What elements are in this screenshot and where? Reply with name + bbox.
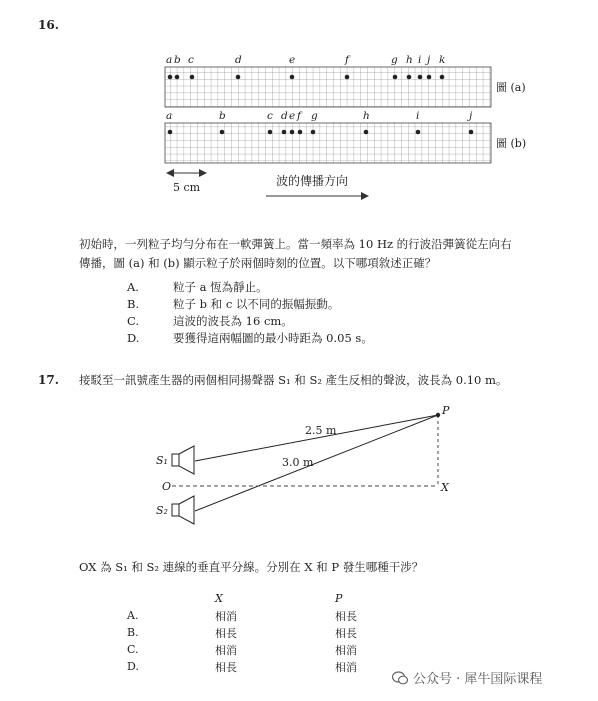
option-p: 相長	[335, 609, 357, 623]
particle-b-f	[298, 130, 303, 135]
option-x: 相長	[215, 660, 237, 674]
q16-stem-line1: 初始時，一列粒子均勻分布在一軟彈簧上。當一頻率為 10 Hz 的行波沿彈簧從左向右	[79, 237, 512, 251]
label-b-f: f	[297, 110, 301, 122]
option-text: 粒子 b 和 c 以不同的振幅振動。	[173, 297, 340, 311]
q17-stem: 接駁至一訊號產生器的兩個相同揚聲器 S₁ 和 S₂ 產生反相的聲波，波長為 0.10 m。	[79, 373, 508, 387]
option-text: 這波的波長為 16 cm。	[173, 314, 293, 328]
option-x: 相消	[215, 609, 237, 623]
label-a-g: g	[391, 54, 398, 66]
q17-option-a[interactable]	[127, 607, 357, 624]
particle-b-a	[168, 130, 173, 135]
particle-a-c	[190, 75, 195, 80]
label-a-j: j	[427, 54, 431, 66]
label-b-j: j	[469, 110, 473, 122]
option-p: 相消	[335, 660, 357, 674]
wechat-icon	[392, 671, 408, 685]
q17-options-table	[127, 590, 357, 675]
q17-option-d[interactable]	[127, 658, 357, 675]
caption-b: 圖 (b)	[496, 137, 527, 150]
label-a-c: c	[188, 54, 194, 66]
label-b-g: g	[311, 110, 318, 122]
option-key: A.	[127, 609, 139, 622]
label-a-h: h	[406, 54, 413, 66]
q16-option-c[interactable]	[127, 313, 373, 330]
particle-b-d	[282, 130, 287, 135]
distance-s1-p: 2.5 m	[305, 424, 337, 437]
scale-label: 5 cm	[173, 181, 201, 194]
distance-s2-p: 3.0 m	[282, 456, 314, 469]
label-b-e: e	[289, 110, 296, 122]
label-b-b: b	[219, 110, 226, 122]
label-x: X	[441, 481, 449, 494]
q16-figure	[0, 45, 598, 210]
q16-options	[127, 279, 373, 347]
option-x: 相消	[215, 643, 237, 657]
q17-question: OX 為 S₁ 和 S₂ 連線的垂直平分線。分別在 X 和 P 發生哪種干涉？	[79, 560, 424, 574]
option-x: 相長	[215, 626, 237, 640]
label-a-d: d	[235, 54, 242, 66]
q17-option-c[interactable]	[127, 641, 357, 658]
caption-a: 圖 (a)	[496, 81, 526, 94]
option-text: 要獲得這兩幅圖的最小時距為 0.05 s。	[173, 331, 373, 345]
option-key: B.	[127, 626, 139, 639]
q17-figure	[0, 400, 598, 530]
particle-a-a	[168, 75, 173, 80]
label-a-f: f	[345, 54, 349, 66]
particle-a-d	[236, 75, 241, 80]
particle-a-i	[418, 75, 423, 80]
particle-b-j	[469, 130, 474, 135]
label-a-a: a	[166, 54, 173, 66]
q16-stem	[79, 235, 584, 273]
particle-a-e	[290, 75, 295, 80]
grid-a	[165, 67, 491, 107]
watermark-text: 公众号 · 犀牛国际课程	[413, 672, 543, 687]
particle-b-h	[364, 130, 369, 135]
label-a-k: k	[439, 54, 446, 66]
particle-a-g	[393, 75, 398, 80]
speaker-s1	[172, 446, 194, 474]
header-p: P	[335, 592, 343, 605]
option-p: 相長	[335, 626, 357, 640]
line-s1-p	[195, 415, 438, 461]
direction-label: 波的傳播方向	[276, 174, 349, 188]
header-x: X	[215, 592, 223, 605]
label-b-h: h	[363, 110, 370, 122]
label-b-c: c	[267, 110, 273, 122]
label-b-d: d	[281, 110, 288, 122]
label-b-i: i	[416, 110, 420, 122]
particle-b-i	[416, 130, 421, 135]
option-text: 粒子 a 恆為靜止。	[173, 280, 268, 294]
grid-b	[165, 123, 491, 163]
option-key: C.	[127, 643, 139, 656]
q17-number: 17.	[38, 373, 59, 387]
particle-a-j	[427, 75, 432, 80]
particle-b-b	[220, 130, 225, 135]
particle-b-c	[268, 130, 273, 135]
particle-a-b	[175, 75, 180, 80]
label-a-e: e	[289, 54, 296, 66]
point-p	[436, 413, 440, 417]
q16-option-a[interactable]	[127, 279, 373, 296]
q16-stem-line2: 傳播，圖 (a) 和 (b) 顯示粒子於兩個時刻的位置。以下哪項敘述正確？	[79, 256, 437, 270]
label-o: O	[162, 480, 172, 493]
label-a-b: b	[174, 54, 181, 66]
particle-a-h	[407, 75, 412, 80]
particle-b-g	[311, 130, 316, 135]
particle-b-e	[290, 130, 295, 135]
option-key: A.	[127, 280, 139, 294]
option-p: 相消	[335, 643, 357, 657]
option-key: D.	[127, 331, 140, 345]
label-p: P	[442, 404, 450, 417]
table-header-row	[127, 590, 357, 607]
particle-a-k	[440, 75, 445, 80]
label-b-a: a	[166, 110, 173, 122]
option-key: D.	[127, 660, 139, 673]
label-s1: S₁	[156, 454, 168, 467]
label-s2: S₂	[156, 504, 168, 517]
q16-option-d[interactable]	[127, 330, 373, 347]
label-a-i: i	[418, 54, 422, 66]
q16-number: 16.	[38, 18, 59, 32]
q16-option-b[interactable]	[127, 296, 373, 313]
option-key: B.	[127, 297, 140, 311]
watermark	[392, 668, 542, 687]
particle-a-f	[345, 75, 350, 80]
q17-option-b[interactable]	[127, 624, 357, 641]
speaker-s2	[172, 496, 194, 524]
option-key: C.	[127, 314, 140, 328]
